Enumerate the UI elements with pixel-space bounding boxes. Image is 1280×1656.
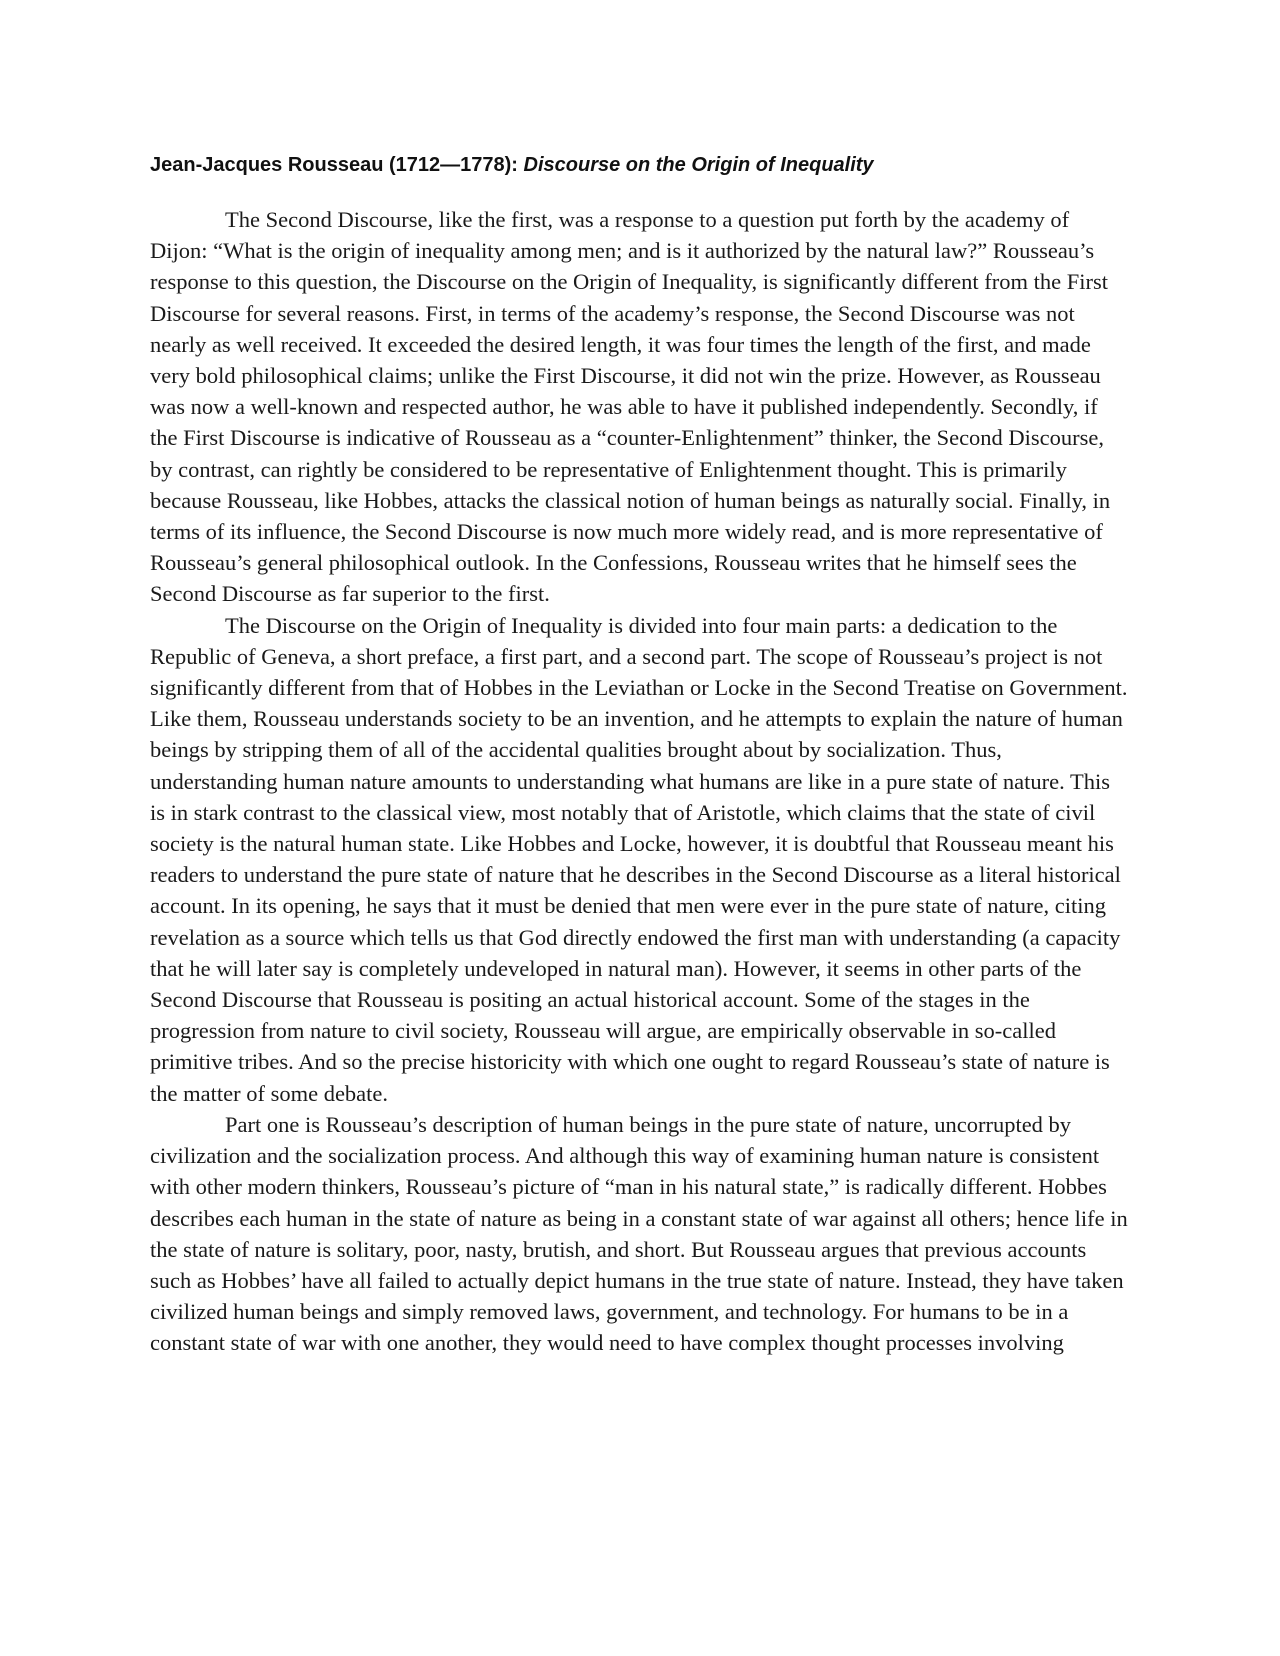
heading-work-title: Discourse on the Origin of Inequality	[523, 154, 874, 176]
paragraph-2: The Discourse on the Origin of Inequality is divided into four main parts: a dedication to the Republic of Geneva, a short preface, a first part, and a second part. The scope of Rousseau’s project is not significantly different from that of Hobbes in the Leviathan or Locke in the Second Treatise on Government. Like them, Rousseau understands society to be an invention, and he attempts to explain the nature of human beings by stripping them of all of the accidental qualities brought about by socialization. Thus, understanding human nature amounts to understanding what humans are like in a pure state of nature. This is in stark contrast to the classical view, most notably that of Aristotle, which claims that the state of civil society is the natural human state. Like Hobbes and Locke, however, it is doubtful that Rousseau meant his readers to understand the pure state of nature that he describes in the Second Discourse as a literal historical account. In its opening, he says that it must be denied that men were ever in the pure state of nature, citing revelation as a source which tells us that God directly endowed the first man with understanding (a capacity that he will later say is completely undeveloped in natural man). However, it seems in other parts of the Second Discourse that Rousseau is positing an actual historical account. Some of the stages in the progression from nature to civil society, Rousseau will argue, are empirically observable in so-called primitive tribes. And so the precise historicity with which one ought to regard Rousseau’s state of nature is the matter of some debate.	[150, 612, 1128, 1106]
heading-author: Jean-Jacques Rousseau (1712—1778):	[150, 154, 524, 176]
document-body	[150, 204, 1130, 1359]
paragraph-3: Part one is Rousseau’s description of human beings in the pure state of nature, uncorrupted by civilization and the socialization process. And although this way of examining human nature is consistent with other modern thinkers, Rousseau’s picture of “man in his natural state,” is radically different. Hobbes describes each human in the state of nature as being in a constant state of war against all others; hence life in the state of nature is solitary, poor, nasty, brutish, and short. But Rousseau argues that previous accounts such as Hobbes’ have all failed to actually depict humans in the true state of nature. Instead, they have taken civilized human beings and simply removed laws, government, and technology. For humans to be in a constant state of war with one another, they would need to have complex thought processes involving	[150, 1111, 1128, 1356]
paragraph-1: The Second Discourse, like the first, was a response to a question put forth by the academy of Dijon: “What is the origin of inequality among men; and is it authorized by the natural law?” Rousseau’s response to this question, the Discourse on the Origin of Inequality, is significantly different from the First Discourse for several reasons. First, in terms of the academy’s response, the Second Discourse was not nearly as well received. It exceeded the desired length, it was four times the length of the first, and made very bold philosophical claims; unlike the First Discourse, it did not win the prize. However, as Rousseau was now a well-known and respected author, he was able to have it published independently. Secondly, if the First Discourse is indicative of Rousseau as a “counter-Enlightenment” thinker, the Second Discourse, by contrast, can rightly be considered to be representative of Enlightenment thought. This is primarily because Rousseau, like Hobbes, attacks the classical notion of human beings as naturally social. Finally, in terms of its influence, the Second Discourse is now much more widely read, and is more representative of Rousseau’s general philosophical outlook. In the Confessions, Rousseau writes that he himself sees the Second Discourse as far superior to the first.	[150, 207, 1111, 607]
document-heading	[150, 152, 1150, 178]
